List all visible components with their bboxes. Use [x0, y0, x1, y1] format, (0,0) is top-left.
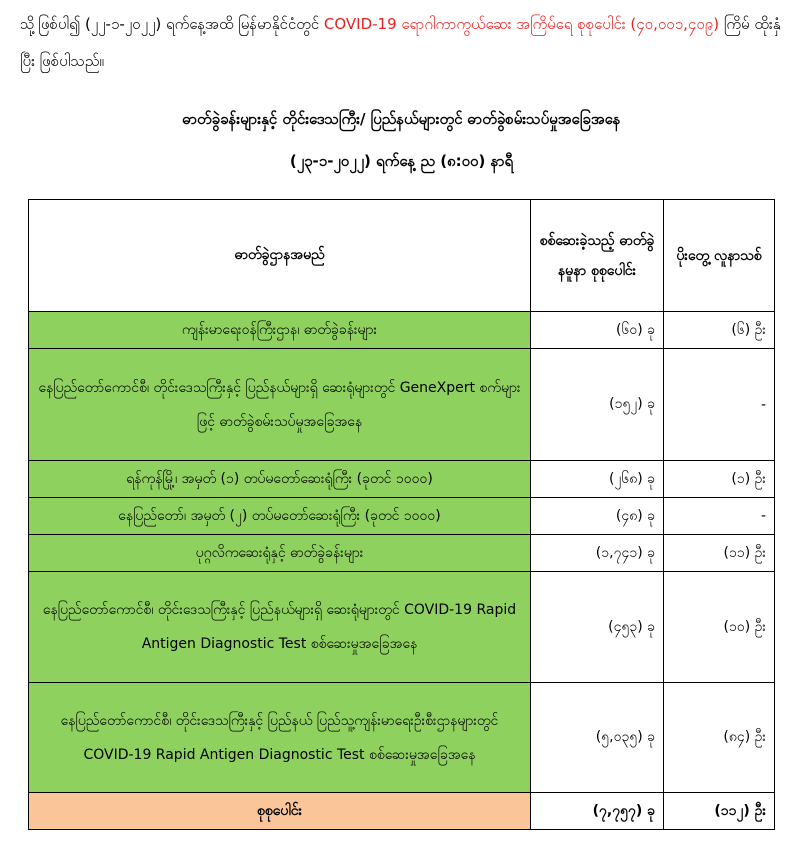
- row-lab-name: ကျန်းမာရေးဝန်ကြီးဌာန၊ ဓာတ်ခွဲခန်းများ: [29, 312, 531, 349]
- header-lab-name: ဓာတ်ခွဲဌာနအမည်: [29, 200, 531, 312]
- table-heading: ဓာတ်ခွဲခန်းများနှင့် တိုင်းဒေသကြီး/ ပြည်နယ်များတွင် ဓာတ်ခွဲစမ်းသပ်မှုအခြေအနေ: [182, 110, 621, 128]
- row-samples: (၆၀) ခု: [531, 312, 664, 349]
- row-samples: (၅,၀၃၅) ခု: [531, 683, 664, 793]
- row-positive: (၈၄) ဦး: [664, 683, 775, 793]
- row-positive: -: [664, 498, 775, 535]
- total-positive: (၁၁၂) ဦး: [664, 793, 775, 830]
- row-positive: (၁) ဦး: [664, 461, 775, 498]
- total-label: စုစုပေါင်း: [29, 793, 531, 830]
- row-positive: (၁၁) ဦး: [664, 535, 775, 572]
- row-lab-name: နေပြည်တော်၊ အမှတ် (၂) တပ်မတော်ဆေးရုံကြီး (ခုတင် ၁၀၀၀): [29, 498, 531, 535]
- lab-testing-table: [28, 199, 775, 830]
- table-header-row: [29, 200, 775, 312]
- intro-paragraph: [20, 6, 790, 80]
- row-lab-name: နေပြည်တော်ကောင်စီ၊ တိုင်းဒေသကြီးနှင့် ပြည်နယ်များရှိ ဆေးရုံများတွင် GeneXpert စက်များဖြင့် ဓာတ်ခွဲစမ်းသပ်မှုအခြေအနေ: [29, 349, 531, 461]
- intro-text-start: သို့ဖြစ်ပါ၍ (၂၂-၁-၂၀၂၂) ရက်နေ့အထိ မြန်မာနိုင်ငံတွင်: [20, 15, 324, 33]
- table-row: [29, 349, 775, 461]
- table-row: [29, 498, 775, 535]
- row-positive: -: [664, 349, 775, 461]
- row-lab-name: ရန်ကုန်မြို့၊ အမှတ် (၁) တပ်မတော်ဆေးရုံကြီး (ခုတင် ၁၀၀၀): [29, 461, 531, 498]
- row-samples: (၄၅၃) ခု: [531, 572, 664, 683]
- intro-vaccine-total: COVID-19 ရောဂါကာကွယ်ဆေး အကြိမ်ရေ စုစုပေါင်း (၄၀,၀၀၁,၄၀၉): [323, 15, 720, 33]
- row-samples: (၄၈) ခု: [531, 498, 664, 535]
- row-positive: (၆) ဦး: [664, 312, 775, 349]
- table-row: [29, 312, 775, 349]
- row-lab-name: နေပြည်တော်ကောင်စီ၊ တိုင်းဒေသကြီးနှင့် ပြည်နယ် ပြည်သူ့ကျန်းမာရေးဦးစီးဌာနများတွင် COVID-19 Rapid Antigen Diagnostic Test စစ်ဆေးမှုအခြေအနေ: [29, 683, 531, 793]
- total-row: [29, 793, 775, 830]
- table-row: [29, 535, 775, 572]
- table-date: (၂၃-၁-၂၀၂၂) ရက်နေ့ ည (၈:၀၀) နာရီ: [289, 152, 514, 170]
- row-lab-name: ပုဂ္ဂလိကဆေးရုံနှင့် ဓာတ်ခွဲခန်းများ: [29, 535, 531, 572]
- table-row: [29, 461, 775, 498]
- row-positive: (၁၀) ဦး: [664, 572, 775, 683]
- header-samples: စစ်ဆေးခဲ့သည့် ဓာတ်ခွဲနမူနာ စုစုပေါင်း: [531, 200, 664, 312]
- row-samples: (၁၅၂) ခု: [531, 349, 664, 461]
- header-positive: ပိုးတွေ့ လူနာသစ်: [664, 200, 775, 312]
- table-row: [29, 572, 775, 683]
- row-samples: (၁,၇၄၁) ခု: [531, 535, 664, 572]
- intro-text-end: ကြိမ် ထိုးနှံပြီး ဖြစ်ပါသည်။: [20, 15, 781, 70]
- table-row: [29, 683, 775, 793]
- row-samples: (၂၆၈) ခု: [531, 461, 664, 498]
- row-lab-name: နေပြည်တော်ကောင်စီ၊ တိုင်းဒေသကြီးနှင့် ပြည်နယ်များရှိ ဆေးရုံများတွင် COVID-19 Rapid Antigen Diagnostic Test စစ်ဆေးမှုအခြေအနေ: [29, 572, 531, 683]
- total-samples: (၇,၇၅၇) ခု: [531, 793, 664, 830]
